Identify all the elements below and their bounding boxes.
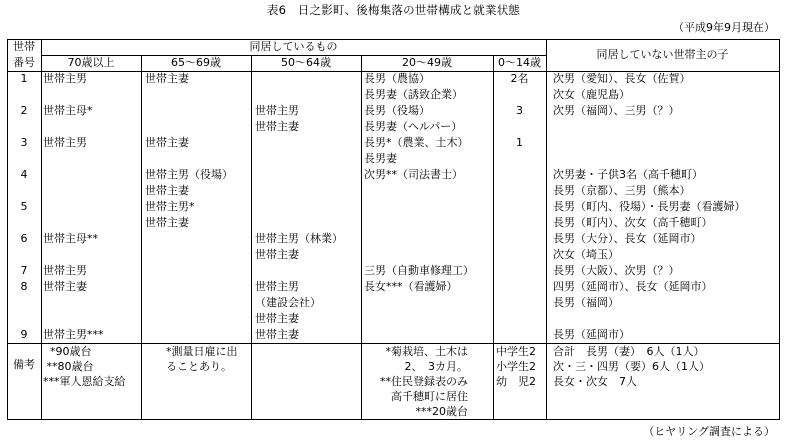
cell-a70-row8: 世帯主妻 <box>43 280 87 293</box>
cell-a50-row9-line1: 世帯主妻 <box>255 328 299 341</box>
cell-no-row4: 4 <box>20 168 28 181</box>
cell-no-row2: 2 <box>20 104 28 117</box>
remarks-a20-line-4: 高千穂町に居住 <box>391 390 468 403</box>
remarks-a0-line-1: 中学生2 <box>496 345 536 358</box>
remarks-a20-line-3: **住民登録表のみ <box>380 375 468 388</box>
header-age-50: 50～64歳 <box>281 56 331 69</box>
cell-a65-row1: 世帯主妻 <box>145 72 189 85</box>
cell-no-row1: 1 <box>20 72 28 85</box>
cell-a0-row2: 3 <box>516 104 523 117</box>
header-age-65: 65～69歳 <box>171 56 221 69</box>
header-household-no-2: 番号 <box>13 56 35 69</box>
header-non-cohabiting: 同居していない世帯主の子 <box>596 48 729 61</box>
header-age-20: 20～49歳 <box>402 56 452 69</box>
remarks-a70-line-3: ***軍人恩給支給 <box>43 375 126 388</box>
cell-a65-row5-line2: 世帯主妻 <box>145 216 189 229</box>
cell-a65-row4-line2: 世帯主妻 <box>145 184 189 197</box>
remarks-label: 備考 <box>13 358 35 371</box>
col-divider-70 <box>141 55 142 420</box>
remarks-a65-line-2: ることあり。 <box>166 360 232 373</box>
remarks-a0-line-2: 小学生2 <box>496 360 536 373</box>
cell-a65-row4-line1: 世帯主男（役場） <box>145 168 233 181</box>
cell-a20-row3-line1: 長男*（農業、土木） <box>364 136 469 149</box>
cell-nc-row4-line1: 次男妻・子供3名（高千穂町） <box>553 168 703 181</box>
cell-a70-row2: 世帯主母* <box>43 104 93 117</box>
remarks-non-cohabiting <box>553 345 710 390</box>
cell-a70-row7: 世帯主男 <box>43 264 87 277</box>
col-divider-0 <box>546 39 547 420</box>
remarks-65 <box>166 345 238 375</box>
cell-no-row3: 3 <box>20 136 28 149</box>
cell-nc-row4-line2: 長男（京都）、三男（熊本） <box>553 184 691 197</box>
cell-a0-row1: 2名 <box>510 72 529 85</box>
cell-nc-row2-line1: 次男（福岡）、三男（？） <box>553 104 680 117</box>
date-note: （平成9年9月現在） <box>673 21 775 34</box>
remarks-top-line <box>7 343 780 344</box>
cell-nc-row8-line2: 長男（福岡） <box>553 296 619 309</box>
cell-nc-row9-line1: 長男（延岡市） <box>553 328 630 341</box>
remarks-nc-line-1: 合計 長男（妻） 6人（1人） <box>553 345 705 358</box>
remarks-0 <box>496 345 536 390</box>
remarks-a0-line-3: 幼 児2 <box>496 375 536 388</box>
cell-a50-row8-line3: 世帯主妻 <box>255 312 299 325</box>
col-divider-65 <box>251 55 252 420</box>
col-divider-50 <box>361 55 362 420</box>
remarks-a20-line-5: ***20歳台 <box>415 405 468 418</box>
remarks-a65-line-1: *測量日雇に出 <box>166 345 238 358</box>
cell-a50-row6-line1: 世帯主男（林業） <box>255 232 343 245</box>
cell-no-row6: 6 <box>20 232 28 245</box>
remarks-nc-line-3: 長女・次女 7人 <box>553 375 637 388</box>
header-cohabiting: 同居しているもの <box>249 40 338 53</box>
col-divider-no <box>41 39 42 420</box>
remarks-nc-line-2: 次・三・四男（要）6人（1人） <box>553 360 710 373</box>
header-age-0: 0～14歳 <box>498 56 541 69</box>
remarks-70 <box>43 345 126 390</box>
cell-a20-row7-line1: 三男（自動車修理工） <box>364 264 474 277</box>
cell-a20-row4-line1: 次男**（司法書士） <box>364 168 463 181</box>
cell-a20-row2-line1: 長男（役場） <box>364 104 430 117</box>
cell-nc-row6-line1: 長男（大分）、長女（延岡市） <box>553 232 702 245</box>
cell-a70-row6: 世帯主母** <box>43 232 98 245</box>
remarks-a70-line-2: **80歳台 <box>43 360 94 373</box>
footer-note: （ヒヤリング調査による） <box>643 425 775 438</box>
cell-a50-row6-line2: 世帯主妻 <box>255 248 299 261</box>
cell-nc-row8-line1: 四男（延岡市）、長女（延岡市） <box>553 280 713 293</box>
cell-a0-row3: 1 <box>516 136 523 149</box>
cell-a50-row8-line2: （建設会社） <box>255 296 321 309</box>
cell-a50-row2-line2: 世帯主妻 <box>255 120 299 133</box>
cell-nc-row7-line1: 長男（大阪）、次男（？） <box>553 264 680 277</box>
cell-nc-row5-line2: 長男（町内）、次女（高千穂町） <box>553 216 713 229</box>
header-age-70: 70歳以上 <box>67 56 115 69</box>
header-household-no-1: 世帯 <box>13 40 35 53</box>
cell-nc-row6-line2: 次女（埼玉） <box>553 248 619 261</box>
cell-a20-row3-line2: 長男妻 <box>364 152 397 165</box>
cell-nc-row1-line1: 次男（愛知）、長女（佐賀） <box>553 72 691 85</box>
cell-a50-row8-line1: 世帯主男 <box>255 280 299 293</box>
cell-a20-row2-line2: 長男妻（ヘルパー） <box>364 120 463 133</box>
cell-a65-row3: 世帯主妻 <box>145 136 189 149</box>
cell-a70-row1: 世帯主男 <box>43 72 87 85</box>
remarks-a20-line-2: 2、 3カ月。 <box>404 360 468 373</box>
cell-a65-row5-line1: 世帯主男* <box>145 200 195 213</box>
cell-no-row7: 7 <box>20 264 28 277</box>
cell-a20-row8-line1: 長女***（看護婦） <box>364 280 458 293</box>
cell-no-row9: 9 <box>20 328 28 341</box>
cell-a70-row9: 世帯主男*** <box>43 328 104 341</box>
cell-a50-row2-line1: 世帯主男 <box>255 104 299 117</box>
cell-nc-row5-line1: 長男（町内、役場）・長男妻（看護婦） <box>553 200 746 213</box>
remarks-20 <box>380 345 468 420</box>
cell-no-row8: 8 <box>20 280 28 293</box>
table-title: 表6 日之影町、後梅集落の世帯構成と就業状態 <box>266 3 521 17</box>
cell-a20-row1-line1: 長男（農協） <box>364 72 430 85</box>
cell-nc-row1-line2: 次女（鹿児島） <box>553 88 630 101</box>
border-right <box>779 39 780 420</box>
cell-a70-row3: 世帯主男 <box>43 136 87 149</box>
remarks-a20-line-1: *菊栽培、土木は <box>385 345 468 358</box>
cell-no-row5: 5 <box>20 200 28 213</box>
cell-a20-row1-line2: 長男妻（誘致企業） <box>364 88 463 101</box>
remarks-a70-line-1: *90歳台 <box>43 345 92 358</box>
